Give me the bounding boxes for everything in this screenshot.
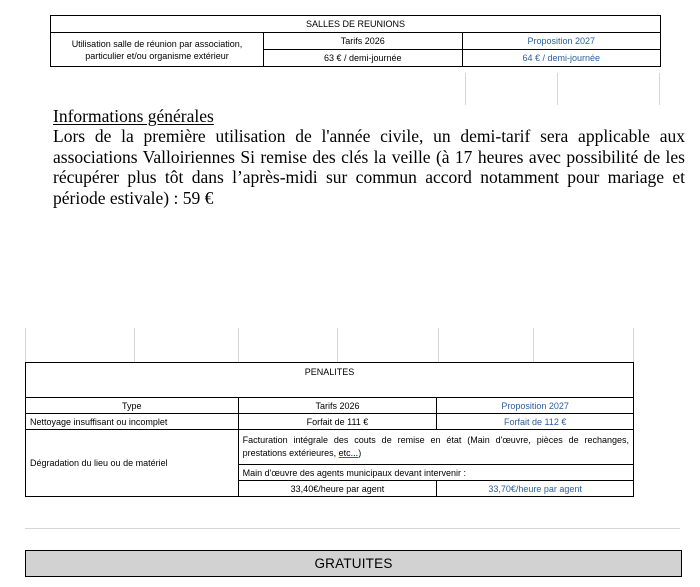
- penalites-table: [25, 362, 634, 497]
- salles-table: [50, 15, 661, 67]
- info-paragraph: Lors de la première utilisation de l'année civile, un demi-tarif sera applicable aux associations Valloiriennes Si remise des clés la veille (à 17 heures avec possibilité de les récupérer plus tôt dans l’après-midi sur commun accord notamment pour mariage et période estivale) : 59 €: [53, 126, 685, 208]
- grid-line: [25, 328, 26, 362]
- table-row: [26, 414, 634, 430]
- penalites-row2-etc: etc...: [338, 448, 359, 458]
- table-row: [26, 430, 634, 465]
- penalites-row2-labour: Main d'œuvre des agents municipaux devant intervenir :: [238, 465, 633, 481]
- penalites-col-2026: Tarifs 2026: [238, 398, 437, 414]
- salles-description: Utilisation salle de réunion par association, particulier et/ou organisme extérieur: [51, 33, 264, 67]
- grid-line: [557, 73, 558, 105]
- penalites-row1-2026: Forfait de 111 €: [238, 414, 437, 430]
- grid-line: [659, 73, 660, 105]
- salles-price-2027: 64 € / demi-journée: [462, 50, 661, 67]
- penalites-col-type: Type: [26, 398, 239, 414]
- penalites-row1-type: Nettoyage insuffisant ou incomplet: [26, 414, 239, 430]
- penalites-row1-2027: Forfait de 112 €: [437, 414, 634, 430]
- penalites-row2-text-b: ): [358, 448, 362, 458]
- table-row: [26, 363, 634, 398]
- penalites-row2-billing: [238, 430, 633, 465]
- penalites-title: PENALITES: [26, 363, 634, 398]
- salles-col-2027: Proposition 2027: [462, 33, 661, 50]
- table-row: [26, 398, 634, 414]
- grid-line: [134, 328, 135, 362]
- penalites-row2-2027: 33,70€/heure par agent: [437, 481, 634, 497]
- salles-title: SALLES DE REUNIONS: [51, 16, 661, 33]
- grid-line: [337, 328, 338, 362]
- penalites-row2-type: Dégradation du lieu ou de matériel: [26, 430, 239, 497]
- grid-line: [533, 328, 534, 362]
- table-row: [51, 33, 661, 50]
- salles-price-2026: 63 € / demi-journée: [264, 50, 463, 67]
- info-section: [53, 106, 685, 208]
- gratuites-banner: [25, 550, 682, 577]
- grid-line: [438, 328, 439, 362]
- grid-line: [25, 528, 680, 529]
- penalites-row2-text-a: Facturation intégrale des couts de remise en état (Main d'œuvre, pièces de rechanges, prestations extérieures,: [242, 435, 629, 458]
- gratuites-title: GRATUITES: [314, 556, 393, 571]
- penalites-col-2027: Proposition 2027: [437, 398, 634, 414]
- info-title: Informations générales: [53, 106, 214, 126]
- grid-line: [633, 328, 634, 362]
- grid-line: [465, 73, 466, 105]
- table-row: [51, 16, 661, 33]
- penalites-row2-2026: 33,40€/heure par agent: [238, 481, 437, 497]
- grid-line: [238, 328, 239, 362]
- salles-col-2026: Tarifs 2026: [264, 33, 463, 50]
